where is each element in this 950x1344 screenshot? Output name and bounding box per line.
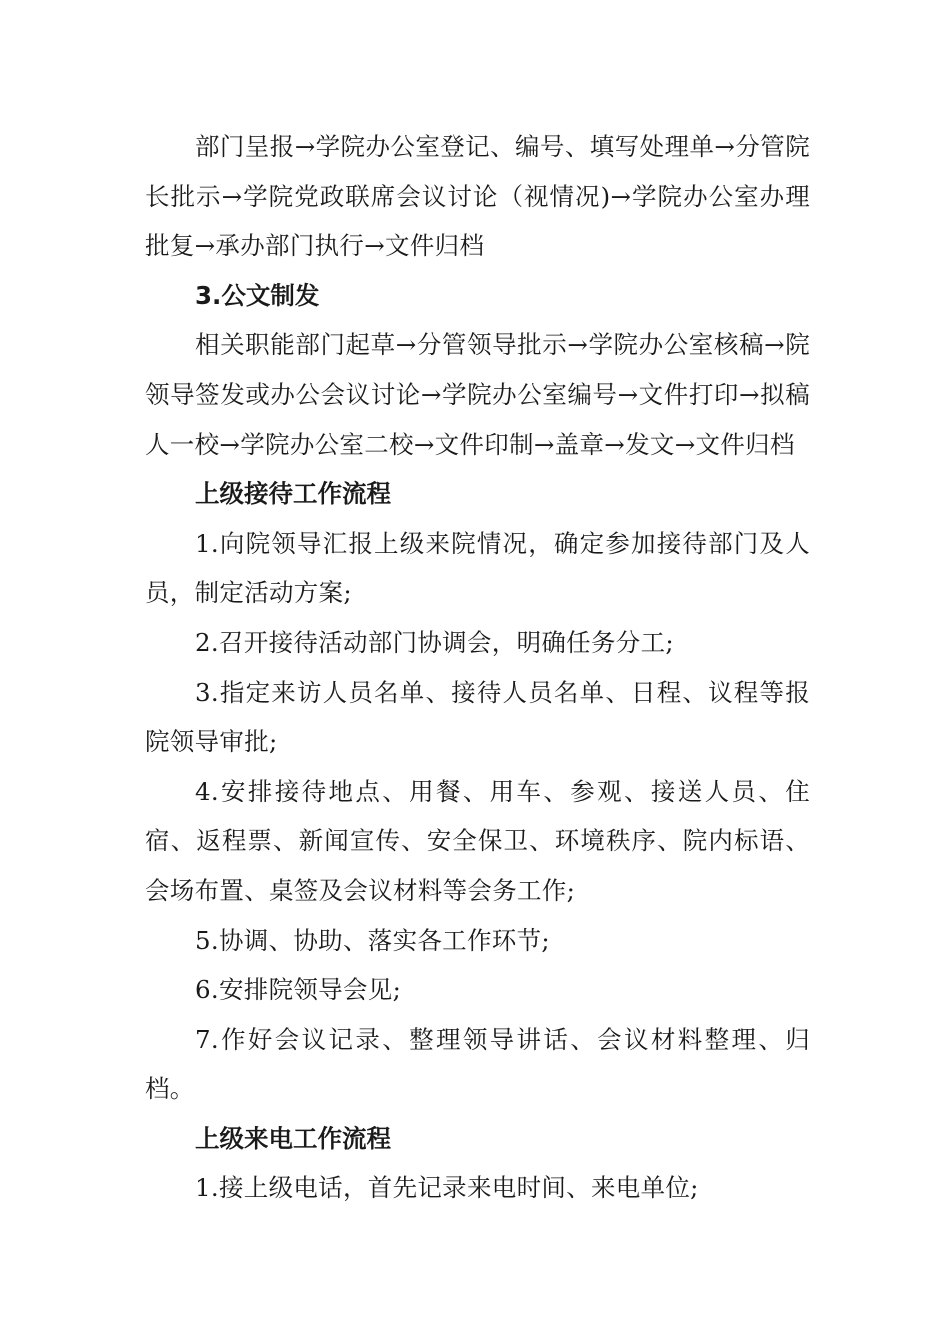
reception-step: 5.协调、协助、落实各工作环节; — [195, 925, 550, 955]
incoming-document-flow: 部门呈报→学院办公室登记、编号、填写处理单→分管院长批示→学院党政联席会议讨论（视情况)→学院办公室办理批复→承办部门执行→文件归档 — [145, 132, 810, 261]
document-body — [145, 122, 810, 1213]
reception-step: 4.安排接待地点、用餐、用车、参观、接送人员、住宿、返程票、新闻宣传、安全保卫、环境秩序、院内标语、会场布置、桌签及会议材料等会务工作; — [145, 776, 810, 905]
call-step: 1.接上级电话，首先记录来电时间、来电单位; — [195, 1173, 699, 1203]
document-issuance-flow: 相关职能部门起草→分管领导批示→学院办公室核稿→院领导签发或办公会议讨论→学院办公室编号→文件打印→拟稿人一校→学院办公室二校→文件印制→盖章→发文→文件归档 — [145, 330, 810, 459]
reception-step: 2.召开接待活动部门协调会，明确任务分工; — [195, 627, 674, 657]
reception-step: 6.安排院领导会见; — [195, 975, 402, 1005]
section-heading-document-issuance: 3.公文制发 — [195, 280, 320, 310]
reception-step: 7.作好会议记录、整理领导讲话、会议材料整理、归档。 — [145, 1024, 810, 1104]
reception-step: 1.向院领导汇报上级来院情况，确定参加接待部门及人员，制定活动方案; — [145, 528, 810, 608]
section-heading-reception: 上级接待工作流程 — [195, 479, 391, 509]
reception-step: 3.指定来访人员名单、接待人员名单、日程、议程等报院领导审批; — [145, 677, 810, 757]
section-heading-phone-call: 上级来电工作流程 — [195, 1123, 391, 1153]
